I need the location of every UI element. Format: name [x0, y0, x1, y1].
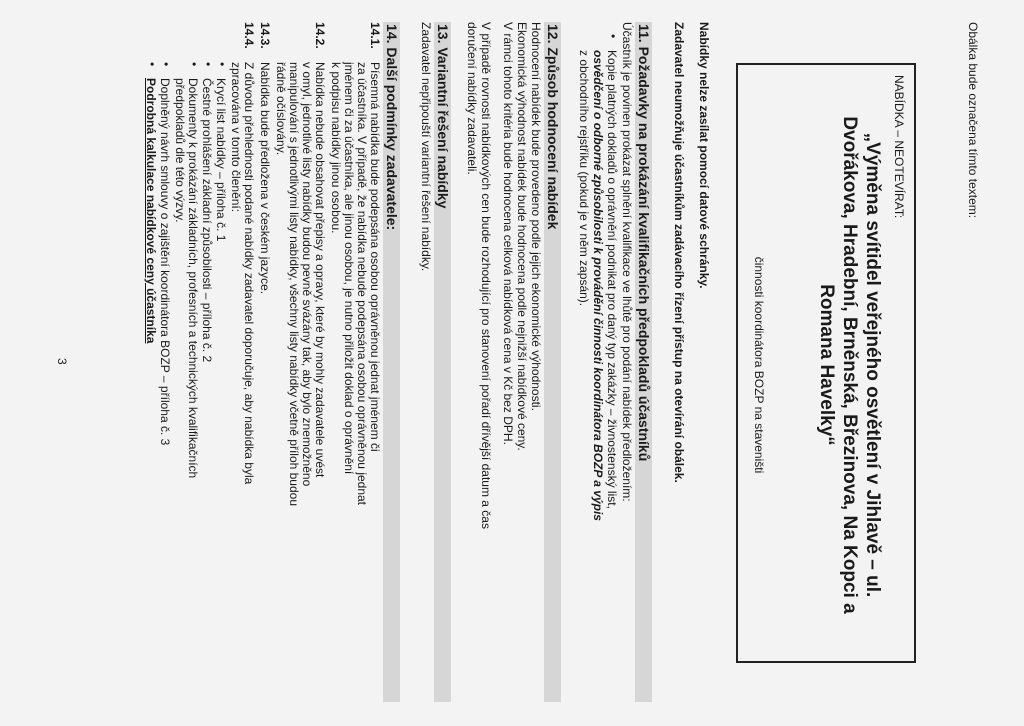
item-14-1-line2: za účastníka. V případě, že nabídka nebude podepsána osobou oprávněnou jednat: [355, 62, 369, 506]
section-13-line1: Zadavatel nepřipouští variantní řešení nabídky.: [419, 22, 433, 272]
box-subtitle: činnosti koordinátora BOZP na staveništi: [752, 256, 766, 474]
item-14-4-bullet3-line1: Dokumenty k prokázání základních, profesních a technických kvalifikačních: [186, 78, 200, 479]
item-14-1-line1: Písemná nabídka bude podepsána osobou oprávněnou jednat jménem či: [368, 62, 382, 452]
bullet-icon: •: [145, 62, 159, 67]
item-14-1-number: 14.1.: [368, 22, 382, 49]
item-14-4-bullet5: Podrobná kalkulace nabídkové ceny účastníka: [144, 78, 158, 344]
section-12-title: 12. Způsob hodnocení nabídek: [545, 24, 561, 230]
section-12-line2: Ekonomická výhodnost nabídek bude hodnocena podle nejnižší nabídkové ceny.: [515, 22, 529, 451]
note-datova-schranka: Nabídky nelze zasílat pomocí datové schránky.: [697, 22, 711, 289]
section-13-title: 13. Variantní řešení nabídky: [435, 24, 451, 209]
item-14-2-line2: v omyl, jednotlivé listy nabídky budou pevně svázány tak, aby bylo znemožněno: [300, 62, 314, 487]
item-14-4-bullet4: Doplněný návrh smlouvy o zajištění koordinátora BOZP – příloha č. 3: [158, 78, 172, 446]
item-14-2-line1: Nabídka nebude obsahovat přepisy a opravy, které by mohly zadavatele uvést: [313, 62, 327, 478]
item-14-4-line1: Z důvodu přehlednosti podané nabídky zadavatel doporučuje, aby nabídka byla: [242, 62, 256, 485]
section-11-title: 11. Požadavky na prokázání kvalifikačních předpokladů účastníků: [636, 24, 652, 462]
box-title: [815, 75, 884, 655]
section-12-line1: Hodnocení nabídek bude provedeno podle jejich ekonomické výhodnosti.: [529, 22, 543, 411]
envelope-label: Obálka bude označena tímto textem:: [966, 22, 980, 219]
section-14-bar: [383, 22, 400, 702]
box-title-line3: Romana Havelky“: [816, 284, 837, 446]
bullet-icon: •: [159, 62, 173, 67]
section-11-bullet-line3: z obchodního rejstříku (pokud je v něm zapsán).: [577, 50, 591, 307]
item-14-4-bullet1: Krycí list nabídky – příloha č. 1: [214, 78, 228, 242]
item-14-3-number: 14.3.: [258, 22, 272, 49]
section-11-intro: Účastník je povinen prokázat splnění kvalifikace ve lhůtě pro podání nabídek předložením:: [620, 22, 634, 502]
section-12-line5: doručení nabídky zadavateli.: [465, 22, 479, 175]
section-11-bullet-line2: osvědčení o odborné způsobilosti k provádění činnosti koordinátora BOZP a výpis: [591, 50, 605, 521]
bullet-icon: •: [187, 62, 201, 67]
section-11-bullet-line1: Kopie platných dokladů o oprávnění podnikat pro daný typ zakázky – živnostenský list,: [605, 50, 619, 509]
bullet-icon: •: [215, 62, 229, 67]
section-14-title: 14. Další podmínky zadavatele:: [384, 24, 400, 231]
item-14-4-line2: zpracována v tomto členění:: [229, 62, 243, 213]
section-12-bar: [544, 22, 561, 702]
box-title-line1: „Výměna svítidel veřejného osvětlení v Jihlavě – ul.: [862, 132, 883, 598]
section-13-bar: [434, 22, 451, 702]
bullet-icon: •: [606, 34, 620, 39]
section-12-line3: V rámci tohoto kritéria bude hodnocena celková nabídková cena v Kč bez DPH.: [501, 22, 515, 445]
item-14-4-bullet2: Čestné prohlášení základní způsobilosti – příloha č. 2: [200, 78, 214, 363]
box-heading: NABÍDKA – NEOTEVÍRAT:: [892, 75, 906, 219]
item-14-1-line3: jménem či za účastníka, ale jinou osobou, je nutno přiložit doklad o oprávnění: [342, 62, 356, 475]
note-otevirani-obalek: Zadavatel neumožňuje účastníkům zadávacího řízení přístup na otevírání obálek.: [672, 22, 686, 483]
item-14-1-line4: k podpisu nabídky jinou osobou.: [329, 62, 343, 234]
item-14-2-line4: řádně očíslovány.: [274, 62, 288, 156]
bullet-icon: •: [201, 62, 215, 67]
page-number: 3: [55, 358, 69, 365]
box-title-line2: Dvořákova, Hradební, Brněnská, Březinova, Na Kopci a: [839, 116, 860, 614]
item-14-4-bullet3-line2: předpokladů dle této výzvy.: [173, 78, 187, 223]
item-14-4-number: 14.4.: [242, 22, 256, 49]
section-12-line4: V případě rovnosti nabídkových cen bude rozhodující pro stanovení pořadí dřívější datum a čas: [479, 22, 493, 529]
envelope-text-box: [736, 63, 916, 663]
item-14-2-line3: manipulování s jednotlivými listy nabídky, všechny listy nabídky včetně příloh budou: [287, 62, 301, 507]
section-11-bar: [635, 22, 652, 702]
item-14-2-number: 14.2.: [313, 22, 327, 49]
item-14-3-line1: Nabídka bude předložena v českém jazyce.: [258, 62, 272, 295]
